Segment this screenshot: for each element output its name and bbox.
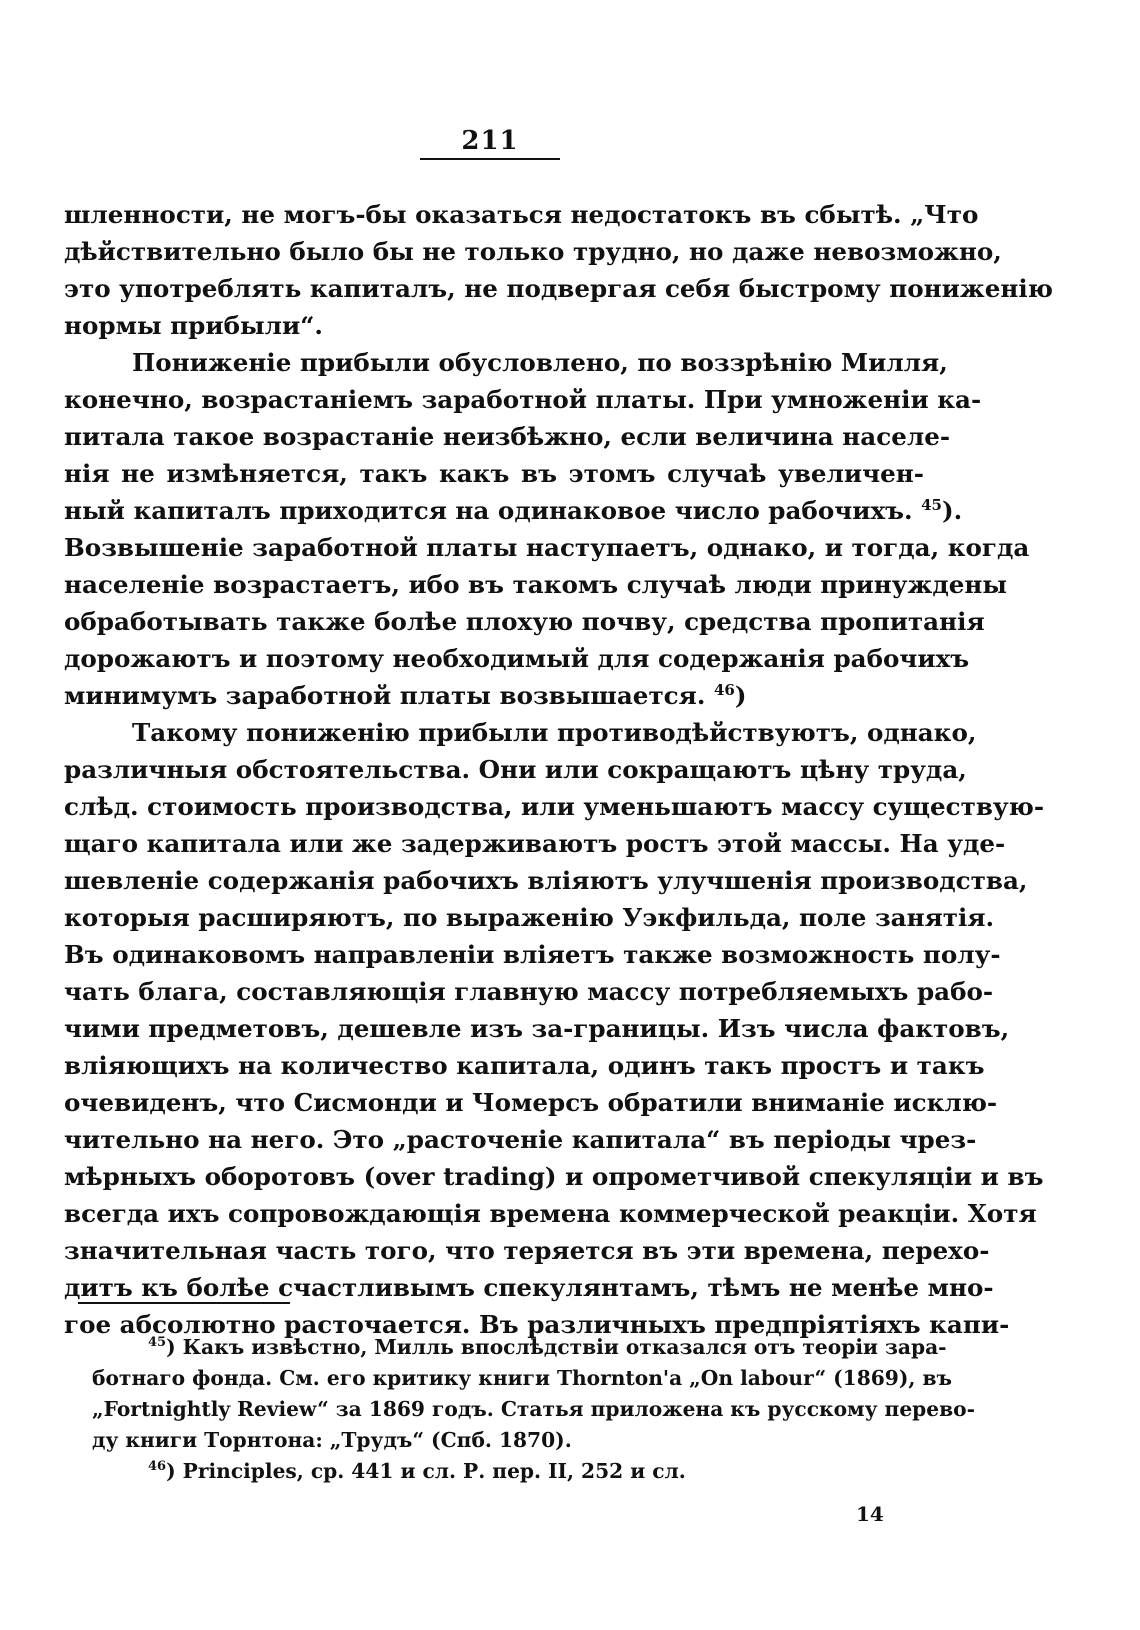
note-ref-46: 46: [713, 681, 735, 699]
text-line-28: всегда ихъ сопровождающія времена коммерческой реакціи. Хотя: [64, 1199, 1037, 1228]
footnote-46-number: 46: [148, 1459, 167, 1474]
footnotes: [92, 1332, 975, 1487]
text-line-12: обработывать также болѣе плохую почву, средства пропитанія: [64, 607, 985, 636]
text-line-16: различныя обстоятельства. Они или сокращаютъ цѣну труда,: [64, 755, 967, 784]
text-line-20: которыя расширяютъ, по выраженію Уэкфильда, поле занятія.: [64, 903, 995, 932]
text-line-19: шевленіе содержанія рабочихъ вліяютъ улучшенія производства,: [64, 866, 1028, 895]
text-line-21: Въ одинаковомъ направленіи вліяетъ также возможность полу-: [64, 940, 1001, 969]
signature-mark: 14: [856, 1502, 884, 1526]
text-line-17: слѣд. стоимость производства, или уменьшаютъ массу существую-: [64, 792, 1045, 821]
footnote-separator: [78, 1302, 290, 1304]
text-line-3: это употреблять капиталъ, не подвергая себя быстрому пониженію: [64, 274, 1053, 303]
note-ref-45: 45: [921, 496, 942, 514]
text-line-9: [64, 492, 963, 529]
text-line-13: дорожаютъ и поэтому необходимый для содержанія рабочихъ: [64, 644, 970, 673]
text-line-10: Возвышеніе заработной платы наступаетъ, однако, и тогда, когда: [64, 533, 1030, 562]
text-line-2: дѣйствительно было бы не только трудно, но даже невозможно,: [64, 237, 1002, 266]
footnote-45-number: 45: [148, 1335, 167, 1350]
text-line-4: нормы прибыли“.: [64, 311, 323, 340]
text-line-11: населеніе возрастаетъ, ибо въ такомъ случаѣ люди принуждены: [64, 570, 1008, 599]
note-ref-46-close: ): [734, 681, 747, 710]
text-line-25: очевиденъ, что Сисмонди и Чомерсъ обратили вниманіе исклю-: [64, 1088, 998, 1117]
text-line-6: конечно, возрастаніемъ заработной платы. При умноженіи ка-: [64, 385, 982, 414]
footnote-45-line-3: „Fortnightly Review“ за 1869 годъ. Статья приложена къ русскому перево-: [92, 1397, 975, 1421]
text-line-24: вліяющихъ на количество капитала, одинъ такъ простъ и такъ: [64, 1051, 985, 1080]
text-line-18: щаго капитала или же задерживаютъ ростъ этой массы. На уде-: [64, 829, 1006, 858]
text-line-5: Пониженіе прибыли обусловлено, по воззрѣнію Милля,: [132, 348, 948, 377]
text-line-15: Такому пониженію прибыли противодѣйствуютъ, однако,: [132, 718, 977, 747]
text-line-14-content: минимумъ заработной платы возвышается.: [64, 681, 706, 710]
text-line-30: дитъ къ болѣе счастливымъ спекулянтамъ, тѣмъ не менѣе мно-: [64, 1273, 994, 1302]
text-line-8: нія не измѣняется, такъ какъ въ этомъ случаѣ увеличен-: [64, 459, 924, 488]
note-ref-45-close: ).: [942, 496, 963, 525]
footnote-45-line-2: ботнаго фонда. См. его критику книги Thornton'a „On labour“ (1869), въ: [92, 1366, 952, 1390]
text-line-26: чительно на него. Это „расточеніе капитала“ въ періоды чрез-: [64, 1125, 977, 1154]
page-number-rule: [420, 158, 560, 160]
text-line-22: чать блага, составляющія главную массу потребляемыхъ рабо-: [64, 977, 994, 1006]
footnote-45-line-1: [92, 1332, 947, 1363]
footnote-46-text: ) Principles, ср. 441 и сл. Р. пер. II, 252 и сл.: [166, 1459, 686, 1483]
footnote-45-line-4: ду книги Торнтона: „Трудъ“ (Спб. 1870).: [92, 1428, 572, 1452]
text-line-14: [64, 677, 924, 714]
text-line-27: мѣрныхъ оборотовъ (over trading) и опрометчивой спекуляціи и въ: [64, 1162, 1044, 1191]
text-line-31: гое абсолютно расточается. Въ различныхъ предпріятіяхъ капи-: [64, 1310, 1010, 1339]
footnote-46-line: [92, 1456, 924, 1487]
page-number: 211: [461, 126, 519, 156]
text-line-29: значительная часть того, что теряется въ эти времена, перехо-: [64, 1236, 990, 1265]
text-line-9-content: ный капиталъ приходится на одинаковое число рабочихъ.: [64, 496, 913, 525]
text-line-7: питала такое возрастаніе неизбѣжно, если величина населе-: [64, 422, 951, 451]
footnote-45-text-1: ) Какъ извѣстно, Милль впослѣдствіи отказался отъ теоріи зара-: [166, 1335, 947, 1359]
text-line-23: чими предметовъ, дешевле изъ за-границы. Изъ числа фактовъ,: [64, 1014, 1010, 1043]
text-line-1: шленности, не могъ-бы оказаться недостатокъ въ сбытѣ. „Что: [64, 200, 979, 229]
body-text: [64, 196, 1053, 1343]
